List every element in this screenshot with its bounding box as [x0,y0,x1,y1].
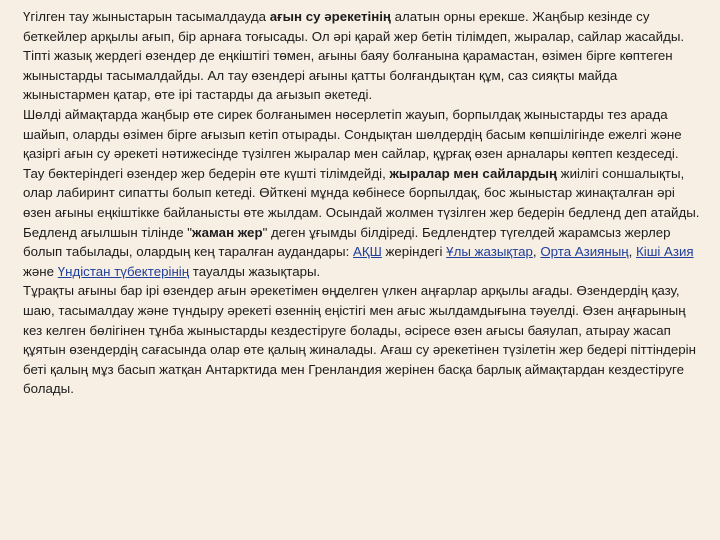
link-central-asia[interactable]: Орта Азияның [540,244,629,260]
bold-term: жыралар мен сайлардың [389,165,557,181]
text-run: жеріндегі [381,244,447,260]
text-run: және [23,263,58,279]
text-run: , [628,244,637,260]
paragraph-2 [23,105,702,281]
text-run: тауалды жазықтары. [189,263,321,279]
link-asia-minor[interactable]: Кіші Азия [636,244,694,260]
text-run: " деген ұғымды білдіреді. Бедлендтер түгелдей жарамсыз жерлер болып табылады, олардың кең таралған аудандары: [23,224,671,260]
link-great-plains[interactable]: Ұлы жазықтар [446,244,533,260]
paragraph-1 [23,7,702,105]
text-run: алатын орны ерекше. Жаңбыр кезінде су беткейлер арқылы ағып, бір арнаға тоғысады. Ол әрі қарай жер бетін тілімдеп, жыралар, сайлар жасайды. Тіпті жазық жердегі өзендер де еңкіштігі төмен, ағыны баяу болғанына қарамастан, өзімен бірге көптеген жыныстарды тасымалдайды. Ал тау өзендері ағыны қатты болғандықтан құм, саз сияқты майда жыныстармен қатар, өте ірі тастарды да ағызып әкетеді. [23,9,685,103]
paragraph-3 [23,281,702,399]
link-usa[interactable]: АҚШ [353,244,382,260]
text-run: Тұрақты ағыны бар ірі өзендер ағын әрекетімен өңделген үлкен аңғарлар арқылы ағады. Өзендердің қазу, шаю, тасымалдау және түндыру әрекеті өзеннің еңістігі мен ағыс жылдамдығына тәуелді. Өзен аңғарының кез келген бөлігінен тұнба жыныстарды кездестіруге болады, әсіресе өзен ағысы баяулап, атырау жасап құятын өзендердің сағасында олар өте қалың жиналады. Ағаш су әрекетінен түзілетін жер бедері піттіндерін беті қалың мұз басып жатқан Антарктида мен Гренландия жерінен басқа барлық аймақтардан кездестіруге болады. [23,283,696,397]
text-run: Шөлді аймақтарда жаңбыр өте сирек болғанымен нөсерлетіп жауып, борпылдақ жыныстарды тез арада шайып, оларды өзімен бірге ағызып кетіп отырады. Сондықтан шөлдердің басым көпшілігінде ежелгі және қазіргі ағын су әрекеті нәтижесінде түзілген жыралар мен сайлар, құрғақ өзен арналары көптеп кездеседі. Тау бөктеріндегі өзендер жер бедерін өте күшті тілімдейді, [23,106,682,181]
bold-term: ағын су әрекетінің [269,9,391,24]
link-indian-peninsula[interactable]: Үндістан түбектерінің [57,263,190,279]
text-run: жиілігі соншалықты, олар лабиринт сипатты болып кетеді. Өйткені мұнда көбінесе борпылдақ, бос жыныстар жинақталған әрі өзен ағыны еңкіштікке байланысты өте жылдам. Осындай жолмен түзілген жер бедерін бедленд деп атайды. Бедленд ағылшын тілінде " [23,165,700,240]
article-body [23,7,702,399]
text-run: Үгілген тау жыныстарын тасымалдауда [23,9,270,24]
text-run: , [532,244,541,260]
bold-term: жаман жер [192,224,263,240]
